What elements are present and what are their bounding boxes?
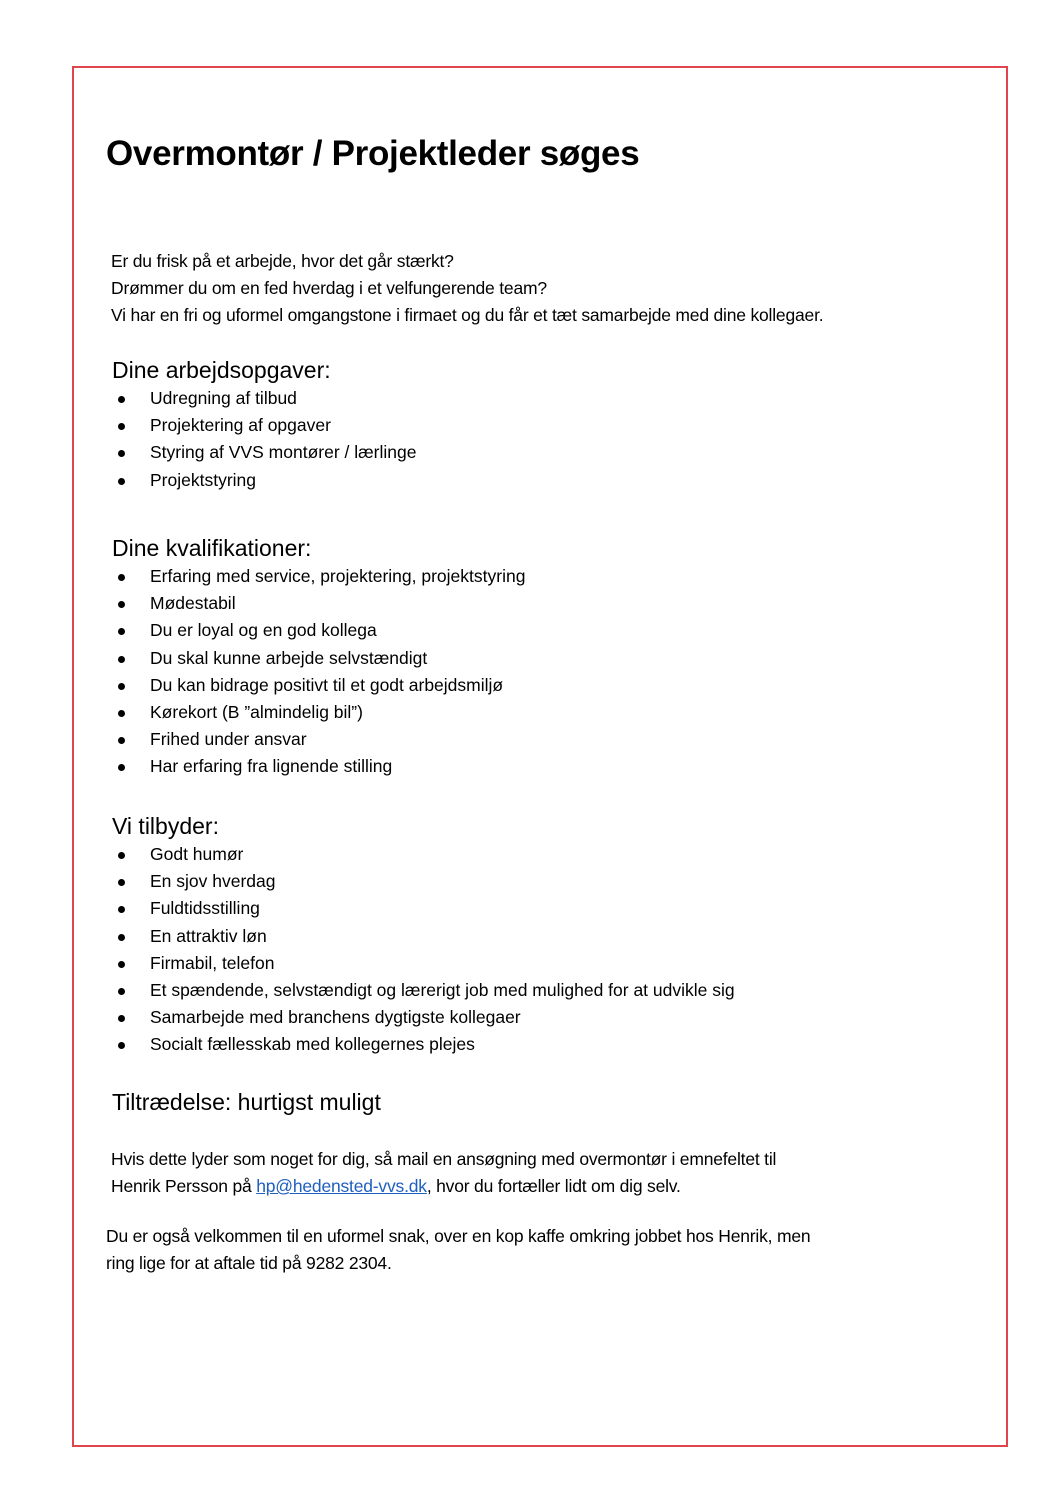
section-heading: Dine arbejdsopgaver: [112,357,331,383]
section-tasks [112,355,416,494]
list-item: Socialt fællesskab med kollegernes plejes [112,1031,735,1058]
bullet-icon [118,478,125,485]
list-item: Du skal kunne arbejde selvstændigt [112,645,525,672]
intro-line: Drømmer du om en fed hverdag i et velfungerende team? [111,278,547,298]
contact-paragraph [111,1146,776,1200]
intro-line: Er du frisk på et arbejde, hvor det går stærkt? [111,251,454,271]
list-item: Projektering af opgaver [112,412,416,439]
bullet-icon [118,988,125,995]
bullet-icon [118,879,125,886]
list-item: Udregning af tilbud [112,385,416,412]
list-item: Har erfaring fra lignende stilling [112,753,525,780]
bullet-icon [118,396,125,403]
bullet-icon [118,961,125,968]
list-item: Fuldtidsstilling [112,895,735,922]
list-item: Du kan bidrage positivt til et godt arbejdsmiljø [112,672,525,699]
bullet-icon [118,1015,125,1022]
bullet-icon [118,683,125,690]
list-item: Godt humør [112,841,735,868]
bullet-icon [118,710,125,717]
list-item: Et spændende, selvstændigt og lærerigt job med mulighed for at udvikle sig [112,977,735,1004]
section-heading: Dine kvalifikationer: [112,535,312,561]
list-item: Mødestabil [112,590,525,617]
closing-line: Du er også velkommen til en uformel snak, over en kop kaffe omkring jobbet hos Henrik, men [106,1226,811,1246]
list-item: En sjov hverdag [112,868,735,895]
bullet-icon [118,906,125,913]
list-item: Projektstyring [112,467,416,494]
list-item: Styring af VVS montører / lærlinge [112,439,416,466]
bullet-list [112,385,416,494]
start-date-heading: Tiltrædelse: hurtigst muligt [112,1089,381,1115]
bullet-icon [118,574,125,581]
intro-paragraph [111,248,823,329]
bullet-icon [118,656,125,663]
bullet-icon [118,934,125,941]
list-item: Du er loyal og en god kollega [112,617,525,644]
bullet-icon [118,764,125,771]
list-item: En attraktiv løn [112,923,735,950]
list-item: Kørekort (B ”almindelig bil”) [112,699,525,726]
bullet-icon [118,628,125,635]
section-we-offer [112,811,735,1059]
closing-paragraph [106,1223,810,1277]
section-heading: Vi tilbyder: [112,813,219,839]
list-item: Erfaring med service, projektering, projektstyring [112,563,525,590]
bullet-icon [118,423,125,430]
bullet-list [112,841,735,1059]
bullet-icon [118,450,125,457]
bullet-list [112,563,525,781]
page-title: Overmontør / Projektleder søges [106,134,640,173]
list-item: Samarbejde med branchens dygtigste kollegaer [112,1004,735,1031]
closing-line: ring lige for at aftale tid på 9282 2304. [106,1253,392,1273]
contact-line: Hvis dette lyder som noget for dig, så mail en ansøgning med overmontør i emnefeltet til [111,1149,777,1169]
bullet-icon [118,601,125,608]
bullet-icon [118,852,125,859]
bullet-icon [118,737,125,744]
contact-line: Henrik Persson på hp@hedensted-vvs.dk, hvor du fortæller lidt om dig selv. [111,1176,681,1196]
section-qualifications [112,533,525,781]
intro-line: Vi har en fri og uformel omgangstone i firmaet og du får et tæt samarbejde med dine kollegaer. [111,305,824,325]
list-item: Frihed under ansvar [112,726,525,753]
list-item: Firmabil, telefon [112,950,735,977]
email-link[interactable]: hp@hedensted-vvs.dk [256,1176,427,1196]
bullet-icon [118,1042,125,1049]
